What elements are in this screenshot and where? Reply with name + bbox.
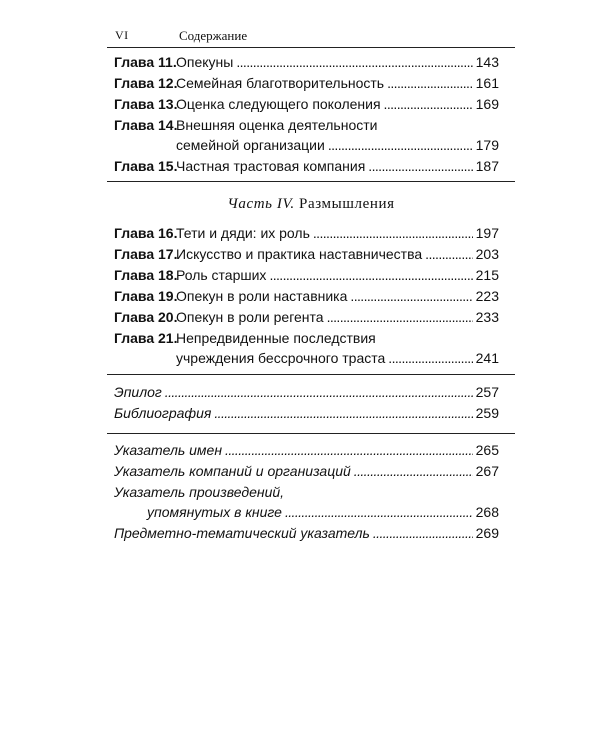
chapter-title: Семейная благотворительность <box>176 75 385 91</box>
toc-part-iv <box>107 223 499 369</box>
entry-title: Указатель компаний и организаций <box>114 463 351 479</box>
toc-entry-subject-index[interactable] <box>107 523 499 544</box>
part-label: Часть IV. <box>227 196 295 212</box>
chapter-label: Глава 19. <box>114 288 178 304</box>
page-number: 179 <box>475 137 499 153</box>
chapter-title: Частная трастовая компания <box>176 158 366 174</box>
page-number: 197 <box>475 225 499 241</box>
chapter-title-line1: Внешняя оценка деятельности <box>176 117 378 133</box>
toc-entry-chapter-17[interactable] <box>107 244 499 265</box>
chapter-label: Глава 12. <box>114 75 178 91</box>
chapter-label: Глава 11. <box>114 54 177 70</box>
entry-title: Предметно-тематический указатель <box>114 525 370 541</box>
chapter-title: Опекуны <box>176 54 234 70</box>
leader-dots <box>354 461 473 482</box>
toc-entry-chapter-19[interactable] <box>107 286 499 307</box>
leader-dots <box>313 223 473 244</box>
toc-entry-epilogue[interactable] <box>107 382 499 403</box>
page-numeral: VI <box>115 28 129 42</box>
toc-entry-index-names[interactable] <box>107 440 499 461</box>
toc-entry-chapter-14-line2[interactable] <box>107 135 499 156</box>
chapter-label: Глава 17. <box>114 246 178 262</box>
chapter-label: Глава 21. <box>114 330 178 346</box>
toc-entry-index-works-line1[interactable] <box>107 482 499 502</box>
part-title: Размышления <box>299 196 395 212</box>
toc-entry-chapter-12[interactable] <box>107 73 499 94</box>
part-divider-rule <box>107 181 515 182</box>
leader-dots <box>165 382 473 403</box>
leader-dots <box>388 348 472 369</box>
page-number: 203 <box>475 246 499 262</box>
chapter-title-line1: Непредвиденные последствия <box>176 330 376 346</box>
chapter-title-line2: семейной организации <box>176 137 325 153</box>
toc-entry-chapter-14-line1[interactable] <box>107 115 499 135</box>
page-number: 143 <box>475 54 499 70</box>
toc-entry-index-works-line2[interactable] <box>107 502 499 523</box>
toc-entry-bibliography[interactable] <box>107 403 499 424</box>
chapter-title: Тети и дяди: их роль <box>176 225 310 241</box>
leader-dots <box>387 73 473 94</box>
leader-dots <box>368 156 472 177</box>
chapter-label: Глава 20. <box>114 309 178 325</box>
section-divider-rule <box>107 374 515 375</box>
toc-entry-chapter-13[interactable] <box>107 94 499 115</box>
page-number: 161 <box>475 75 499 91</box>
chapter-title-line2: учреждения бессрочного траста <box>176 350 386 366</box>
page-number: 169 <box>475 96 499 112</box>
running-header <box>107 28 515 46</box>
leader-dots <box>214 403 472 424</box>
entry-title: Указатель имен <box>114 442 223 458</box>
running-header-title: Содержание <box>179 28 248 43</box>
page-number: 257 <box>475 384 499 400</box>
chapter-title: Оценка следующего поколения <box>176 96 381 112</box>
chapter-label: Глава 13. <box>114 96 178 112</box>
toc-entry-chapter-20[interactable] <box>107 307 499 328</box>
chapter-label: Глава 18. <box>114 267 178 283</box>
chapter-title: Опекун в роли регента <box>176 309 324 325</box>
chapter-title: Искусство и практика наставничества <box>176 246 423 262</box>
chapter-label: Глава 14. <box>114 117 178 133</box>
part-iv-heading <box>107 196 515 213</box>
leader-dots <box>327 307 473 328</box>
entry-title-line2: упомянутых в книге <box>147 504 282 520</box>
leader-dots <box>225 440 473 461</box>
page-number: 267 <box>475 463 499 479</box>
toc-entry-chapter-16[interactable] <box>107 223 499 244</box>
leader-dots <box>373 523 473 544</box>
toc-indexes <box>107 440 499 544</box>
leader-dots <box>236 52 472 73</box>
page-number: 223 <box>475 288 499 304</box>
section-divider-rule <box>107 433 515 434</box>
leader-dots <box>350 286 472 307</box>
leader-dots <box>328 135 473 156</box>
page-number: 215 <box>475 267 499 283</box>
page-number: 233 <box>475 309 499 325</box>
page-number: 241 <box>475 350 499 366</box>
page-number: 187 <box>475 158 499 174</box>
chapter-title: Роль старших <box>176 267 267 283</box>
leader-dots <box>285 502 473 523</box>
leader-dots <box>425 244 472 265</box>
leader-dots <box>384 94 473 115</box>
entry-title: Эпилог <box>114 384 162 400</box>
toc-back-matter <box>107 382 499 424</box>
toc-part-iii <box>107 52 499 177</box>
entry-title: Библиография <box>114 405 212 421</box>
toc-entry-chapter-21-line2[interactable] <box>107 348 499 369</box>
chapter-title: Опекун в роли наставника <box>176 288 348 304</box>
toc-entry-index-companies[interactable] <box>107 461 499 482</box>
page-number: 265 <box>475 442 499 458</box>
toc-entry-chapter-15[interactable] <box>107 156 499 177</box>
toc-entry-chapter-21-line1[interactable] <box>107 328 499 348</box>
page-number: 268 <box>475 504 499 520</box>
chapter-label: Глава 15. <box>114 158 178 174</box>
leader-dots <box>269 265 472 286</box>
page-number: 269 <box>475 525 499 541</box>
toc-entry-chapter-11[interactable] <box>107 52 499 73</box>
page-number: 259 <box>475 405 499 421</box>
entry-title-line1: Указатель произведений, <box>114 484 285 500</box>
chapter-label: Глава 16. <box>114 225 178 241</box>
header-rule <box>107 47 515 48</box>
toc-entry-chapter-18[interactable] <box>107 265 499 286</box>
